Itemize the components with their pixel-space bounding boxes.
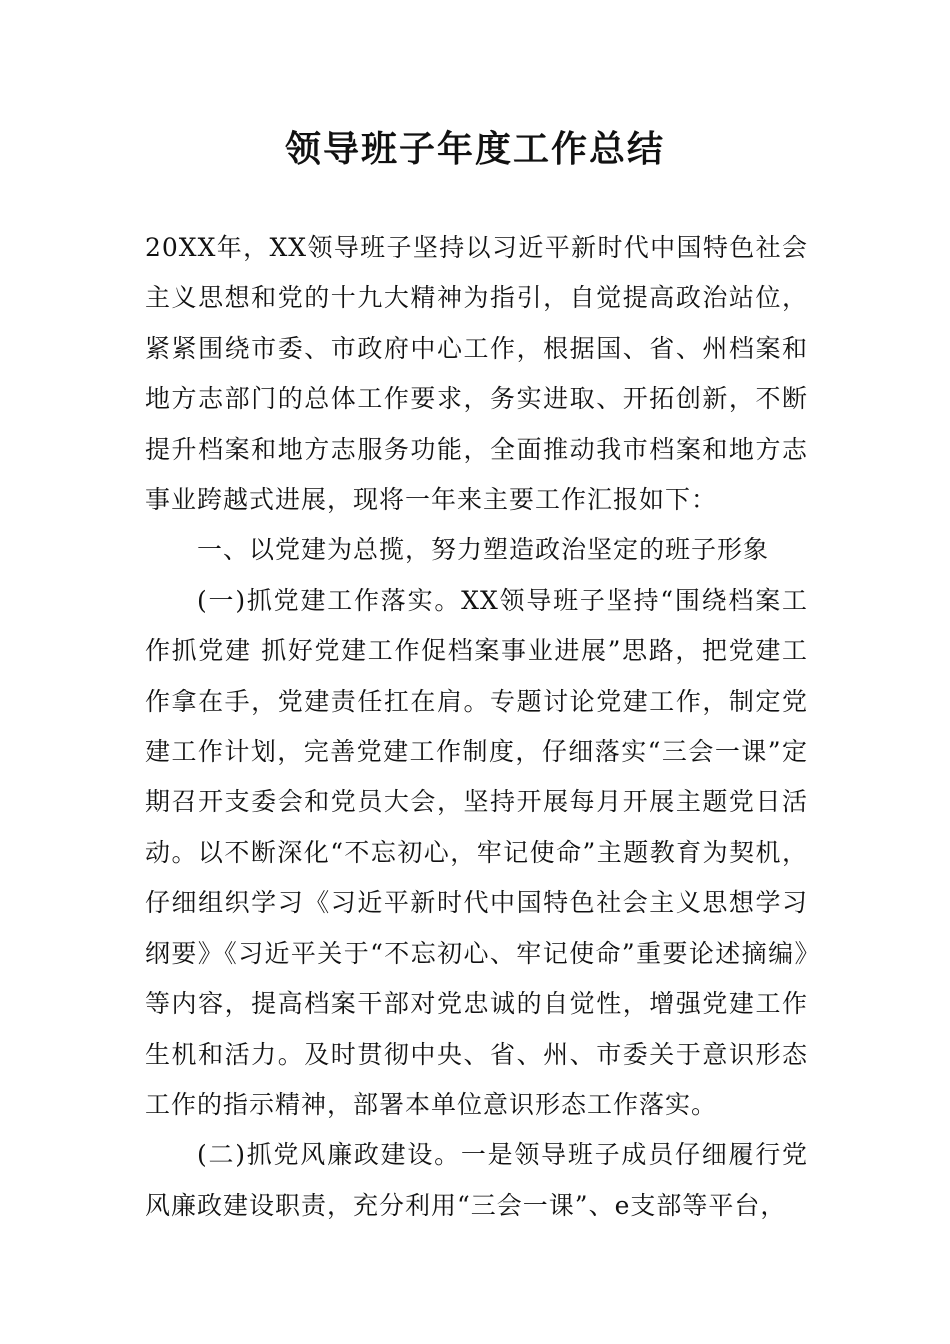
section-heading-1: 一、以党建为总揽，努力塑造政治坚定的班子形象 (197, 535, 770, 565)
document-title: 领导班子年度工作总结 (284, 129, 665, 170)
paragraph-integrity: (二)抓党风廉政建设。一是领导班子成员仔细履行党风廉政建设职责，充分利用“三会一课”、e支部等平台， (145, 1140, 808, 1220)
paragraph-intro: 20XX年，XX领导班子坚持以习近平新时代中国特色社会主义思想和党的十九大精神为指引，自觉提高政治站位，紧紧围绕市委、市政府中心工作，根据国、省、州档案和地方志部门的总体工作要求，务实进取、开拓创新，不断提升档案和地方志服务功能，全面推动我市档案和地方志事业跨越式进展，现将一年来主要工作汇报如下： (145, 233, 808, 515)
paragraph-party-building: (一)抓党建工作落实。XX领导班子坚持“围绕档案工作抓党建 抓好党建工作促档案事业进展”思路，把党建工作拿在手，党建责任扛在肩。专题讨论党建工作，制定党建工作计划，完善党建工作制度，仔细落实“三会一课”定期召开支委会和党员大会，坚持开展每月开展主题党日活动。以不断深化“不忘初心，牢记使命”主题教育为契机，仔细组织学习《习近平新时代中国特色社会主义思想学习纲要》《习近平关于“不忘初心、牢记使命”重要论述摘编》等内容，提高档案干部对党忠诚的自觉性，增强党建工作生机和活力。及时贯彻中央、省、州、市委关于意识形态工作的指示精神，部署本单位意识形态工作落实。 (145, 585, 808, 1119)
document-body (145, 223, 808, 1231)
